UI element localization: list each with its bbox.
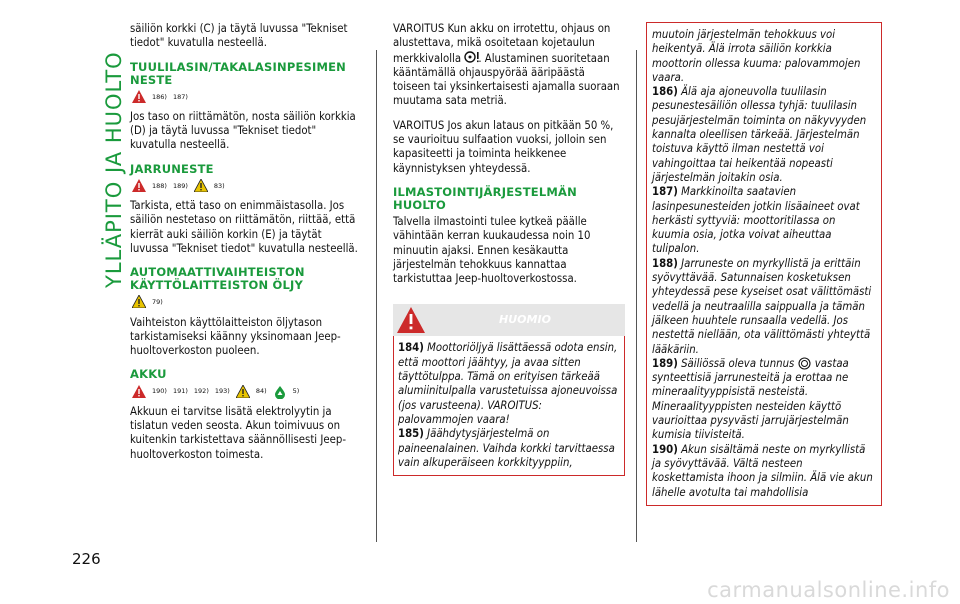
- paragraph: säiliön korkki (C) ja täytä luvussa "Tekniset tiedot" kuvatulla nesteellä.: [130, 22, 348, 50]
- caution-title: HUOMIO: [499, 313, 551, 327]
- ref-num: 188): [152, 181, 167, 190]
- note-item: [398, 341, 620, 427]
- note-number: 189): [652, 356, 678, 370]
- column-1: [130, 22, 358, 472]
- paragraph: Talvella ilmastointi tulee kytkeä päälle vähintään kerran kuukaudessa noin 10 minuutin ajaksi. Ennen kesäkautta järjestelmän tehokkuus kannattaa tarkistuttaa Jeep-huoltoverkostossa.: [393, 214, 591, 286]
- note-number: 190): [652, 442, 678, 456]
- ref-num: 84): [255, 387, 267, 396]
- note-number: 185): [398, 427, 424, 441]
- recycle-drop-icon: [273, 385, 287, 399]
- reference-row: [132, 90, 358, 104]
- heading-washer-fluid: TUULILASIN/TAKALASINPESIMEN NESTE: [130, 59, 346, 87]
- ref-num: 83): [213, 181, 225, 190]
- column-divider: [376, 50, 377, 542]
- column-3: [646, 22, 882, 506]
- paragraph: Vaihteiston käyttölaitteiston öljytason tarkistamiseksi käänny yksinomaan Jeep-huoltoverkoston puoleen.: [130, 315, 341, 358]
- ref-num: 193): [214, 387, 230, 396]
- heading-gearbox-oil: AUTOMAATTIVAIHTEISTON KÄYTTÖLAITTEISTON ÖLJY: [130, 265, 305, 293]
- ref-num: 187): [172, 92, 188, 101]
- caution-triangle-icon: [132, 295, 146, 309]
- ref-num: 191): [172, 387, 188, 396]
- note-item: [652, 185, 876, 256]
- warning-triangle-icon: [132, 385, 146, 399]
- caution-header: [393, 304, 625, 336]
- reference-row: [132, 179, 358, 193]
- side-section-title: YLLÄPITO JA HUOLTO: [102, 51, 126, 288]
- paragraph: [393, 22, 625, 109]
- warning-triangle-icon: [397, 307, 425, 333]
- page-number: 226: [72, 550, 101, 568]
- note-item: [652, 357, 876, 443]
- brake-fluid-symbol-icon: [798, 357, 812, 371]
- note-text: Markkinoilta saatavien lasinpesunesteiden jotkin lisäaineet ovat herkästi syttyviä: moottoritilassa on kuumia osia, jotka voivat aiheuttaa tulipalon.: [652, 185, 860, 256]
- ref-num: 79): [152, 298, 163, 307]
- note-text: Jarruneste on myrkyllistä ja erittäin syövyttävää. Satunnaisen kosketuksen yhteydessä pese kyseiset osat välittömästi vedellä ja neutraalilla saippualla ja tämän jälkeen huuhtele runsaalla vedellä. Jos nestettä niellään, ota välittömästi yhteyttä lääkäriin.: [652, 256, 872, 356]
- text-segment: . Alustaminen suoritetaan kääntämällä ohjauspyörää ääripäästä toiseen tai yksinkertaisesti ajamalla suoraan muutama sata metriä.: [393, 51, 620, 108]
- note-item: [652, 443, 876, 500]
- ref-num: 190): [152, 387, 167, 396]
- note-item: [398, 427, 620, 470]
- paragraph: Akkuun ei tarvitse lisätä elektrolyytin ja tislatun veden seosta. Akun toimivuus on kuitenkin tarkistettava säännöllisesti Jeep-huoltoverkoston toimesta.: [130, 404, 346, 461]
- paragraph: Jos taso on riittämätön, nosta säiliön korkkia (D) ja täytä luvussa "Tekniset tiedot" kuvatulla nesteellä.: [130, 109, 356, 152]
- ref-num: 189): [172, 181, 188, 190]
- warning-triangle-icon: [132, 90, 146, 104]
- note-text: Säiliössä oleva tunnus: [681, 356, 795, 370]
- note-text: Moottoriöljyä lisättäessä odota ensin, että moottori jäähtyy, ja avaa sitten täyttötulppa. Tämä on erityisen tärkeää alumiinitulpalla varustetuissa ajoneuvoissa (jos varusteena). VAROITUS: palovammojen vaara!: [398, 341, 618, 426]
- caution-triangle-icon: [236, 385, 250, 399]
- note-text: Akun sisältämä neste on myrkyllistä ja syövyttävää. Vältä nesteen koskettamista ihoon ja silmiin. Älä vie akun lähelle avotulta tai mahdollisia: [652, 442, 873, 499]
- text-segment: VAROITUS Kun akku on irrotettu, ohjaus on alustettava, mikä osoitetaan kojetaulun merkkivalolla: [393, 22, 611, 65]
- paragraph: Tarkista, että taso on enimmäistasolla. Jos säiliön nestetaso on riittämätön, riittää, että kierrät auki säiliön korkin (E) ja täytät luvussa "Tekniset tiedot" kuvatulla nesteellä.: [130, 199, 358, 255]
- note-text: Jäähdytysjärjestelmä on paineenalainen. Vaihda korkki tarvittaessa vain alkuperäiseen korkkityyppiin,: [398, 427, 615, 469]
- note-text: vastaa synteettisiä jarrunesteitä ja erottaa ne mineraalityyppisistä nesteistä. Mineraalityyppisten nesteiden käyttö vaurioittaa pysyvästi jarrujärjestelmän kumisia tiivisteitä.: [652, 356, 849, 442]
- caution-box-continued: [646, 22, 882, 506]
- steering-warning-icon: [464, 51, 478, 62]
- note-item: [652, 257, 876, 357]
- paragraph: VAROITUS Jos akun lataus on pitkään 50 %, se vaurioituu sulfaation vuoksi, jolloin sen kapasiteetti ja toiminta heikkenee käynnistyksen yhteydessä.: [393, 118, 614, 175]
- caution-box: [393, 336, 625, 476]
- reference-row: [132, 384, 358, 398]
- warning-triangle-icon: [132, 179, 146, 193]
- watermark: carmanualsonline.info: [707, 578, 950, 602]
- note-item: muutoin järjestelmän tehokkuus voi heikentyä. Älä irrota säiliön korkkia moottorin ollessa kuuma: palovammojen vaara.: [652, 28, 861, 84]
- ref-num: 5): [292, 387, 300, 396]
- reference-row: [132, 295, 358, 309]
- ref-num: 186): [152, 92, 167, 101]
- note-text: Älä aja ajoneuvolla tuulilasin pesunestesäiliön ollessa tyhjä: tuulilasin pesujärjestelmän toiminta on näkyvyyden kannalta oleellisen tärkeää. Järjestelmän toistuva käyttö ilman nestettä voi vahingoittaa tai heikentää nopeasti järjestelmän joitakin osia.: [652, 85, 867, 184]
- column-2: [393, 22, 625, 476]
- caution-triangle-icon: [194, 179, 208, 193]
- ref-num: 192): [193, 387, 209, 396]
- note-item: [652, 85, 876, 185]
- column-divider: [636, 50, 637, 542]
- heading-battery: AKKU: [130, 367, 167, 382]
- note-number: 184): [398, 341, 424, 355]
- heading-brake-fluid: JARRUNESTE: [130, 161, 214, 176]
- heading-climate-service: ILMASTOINTIJÄRJESTELMÄN HUOLTO: [393, 184, 577, 212]
- note-number: 188): [652, 256, 678, 270]
- note-number: 187): [652, 185, 678, 199]
- note-number: 186): [652, 85, 678, 99]
